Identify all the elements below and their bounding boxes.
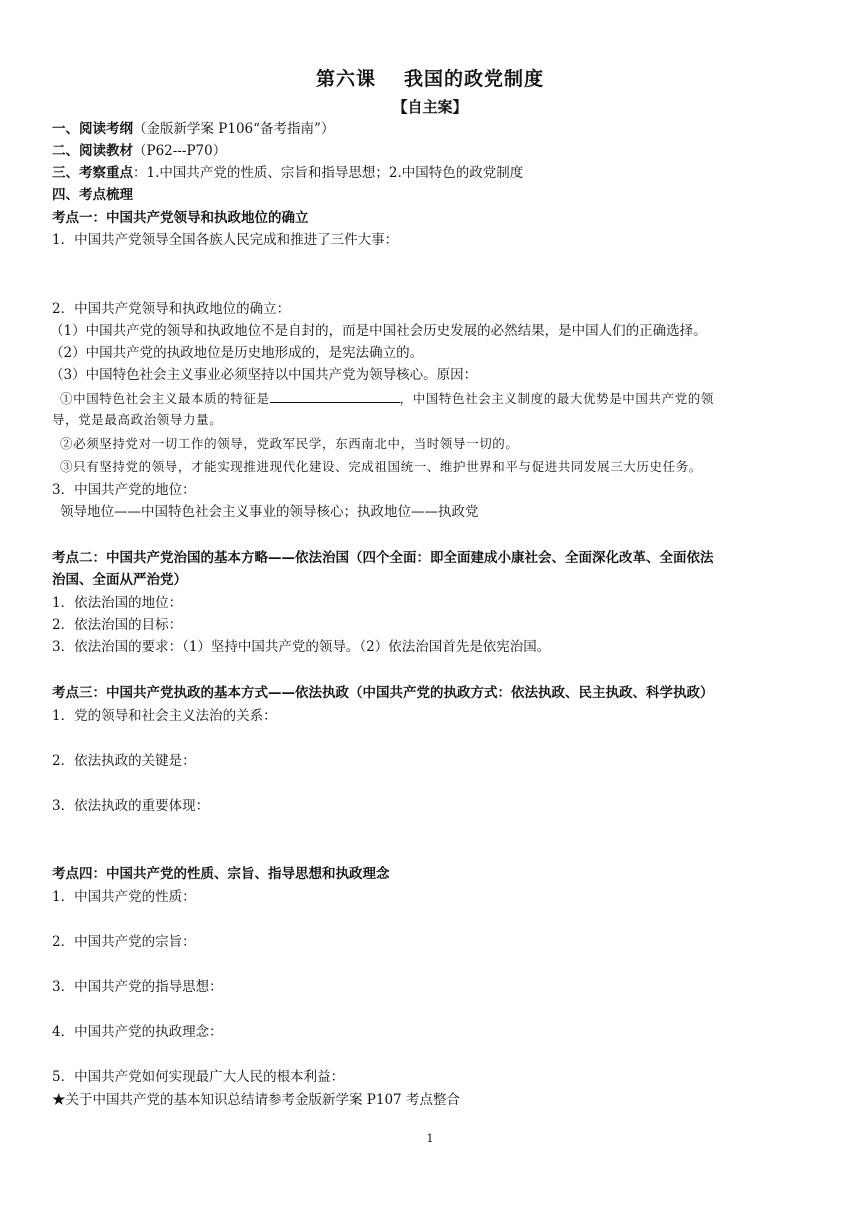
k1-sub-2: （2）中国共产党的执政地位是历史地形成的，是宪法确立的。 bbox=[50, 345, 424, 361]
page-number: 1 bbox=[426, 1132, 434, 1145]
intro-head-1: 一、阅读考纲 bbox=[52, 121, 133, 137]
intro-head-3: 三、考察重点 bbox=[52, 165, 133, 181]
intro-text-3: ：1.中国共产党的性质、宗旨和指导思想；2.中国特色的政党制度 bbox=[133, 165, 524, 181]
answer-blank[interactable] bbox=[270, 388, 400, 403]
intro-line-1 bbox=[52, 119, 820, 139]
k1-reason-1-end: ，中国特色社会主义制度的最大优势是中国共产党的领 bbox=[399, 391, 715, 406]
k4-heading: 考点四：中国共产党的性质、宗旨、指导思想和执政理念 bbox=[52, 866, 390, 882]
k4-item-2: 2．中国共产党的宗旨： bbox=[52, 934, 196, 950]
k1-reason-3: ③只有坚持党的领导，才能实现推进现代化建设、完成祖国统一、维护世界和平与促进共同发展三大历史任务。 bbox=[60, 459, 702, 474]
k1-reason-1-cont: 导，党是最高政治领导力量。 bbox=[52, 412, 223, 427]
k2-item-1: 1．依法治国的地位： bbox=[52, 595, 183, 611]
k1-sub-3: （3）中国特色社会主义事业必须坚持以中国共产党为领导核心。原因： bbox=[50, 367, 478, 383]
intro-line-4: 四、考点梳理 bbox=[52, 187, 133, 203]
k4-item-3: 3．中国共产党的指导思想： bbox=[52, 979, 223, 995]
k1-sub-1: （1）中国共产党的领导和执政地位不是自封的，而是中国社会历史发展的必然结果，是中国人们的正确选择。 bbox=[50, 323, 707, 339]
intro-text-2: （P62---P70） bbox=[133, 143, 227, 159]
page-subtitle: 【自主案】 bbox=[392, 98, 468, 116]
k4-item-4: 4．中国共产党的执政理念： bbox=[52, 1024, 223, 1040]
k2-heading-line-2: 治国、全面从严治党） bbox=[52, 572, 187, 588]
k1-reason-1-start: ①中国特色社会主义最本质的特征是 bbox=[60, 391, 270, 406]
page-title bbox=[0, 64, 860, 91]
k1-item-3: 3．中国共产党的地位： bbox=[52, 482, 196, 498]
k4-item-1: 1．中国共产党的性质： bbox=[52, 889, 196, 905]
k2-item-2: 2．依法治国的目标： bbox=[52, 617, 183, 633]
intro-head-2: 二、阅读教材 bbox=[52, 143, 133, 159]
k1-item-2: 2．中国共产党领导和执政地位的确立： bbox=[52, 301, 291, 317]
k3-item-1: 1．党的领导和社会主义法治的关系： bbox=[52, 708, 277, 724]
k1-item-1: 1．中国共产党领导全国各族人民完成和推进了三件大事： bbox=[52, 232, 399, 248]
k3-item-3: 3．依法执政的重要体现： bbox=[52, 798, 210, 814]
k1-reason-1 bbox=[60, 388, 820, 409]
title-topic: 我国的政党制度 bbox=[404, 68, 545, 90]
title-lesson: 第六课 bbox=[315, 68, 376, 90]
k4-note: ★关于中国共产党的基本知识总结请参考金版新学案 P107 考点整合 bbox=[52, 1092, 460, 1108]
k1-item-3-text: 领导地位——中国特色社会主义事业的领导核心；执政地位——执政党 bbox=[60, 504, 479, 520]
intro-line-2 bbox=[52, 141, 820, 161]
k3-heading: 考点三：中国共产党执政的基本方式——依法执政（中国共产党的执政方式：依法执政、民主执政、科学执政） bbox=[52, 685, 714, 701]
k1-heading: 考点一：中国共产党领导和执政地位的确立 bbox=[52, 210, 309, 226]
k4-item-5: 5．中国共产党如何实现最广大人民的根本利益： bbox=[52, 1069, 345, 1085]
k1-reason-2: ②必须坚持党对一切工作的领导，党政军民学，东西南北中，当时领导一切的。 bbox=[60, 436, 519, 451]
k2-heading-line-1: 考点二：中国共产党治国的基本方略——依法治国（四个全面：即全面建成小康社会、全面深化改革、全面依法 bbox=[52, 550, 714, 566]
k3-item-2: 2．依法执政的关键是： bbox=[52, 753, 196, 769]
intro-text-1: （金版新学案 P106“备考指南”） bbox=[133, 121, 335, 137]
k2-item-3: 3．依法治国的要求：（1）坚持中国共产党的领导。（2）依法治国首先是依宪治国。 bbox=[52, 639, 551, 655]
intro-line-3 bbox=[52, 163, 820, 183]
